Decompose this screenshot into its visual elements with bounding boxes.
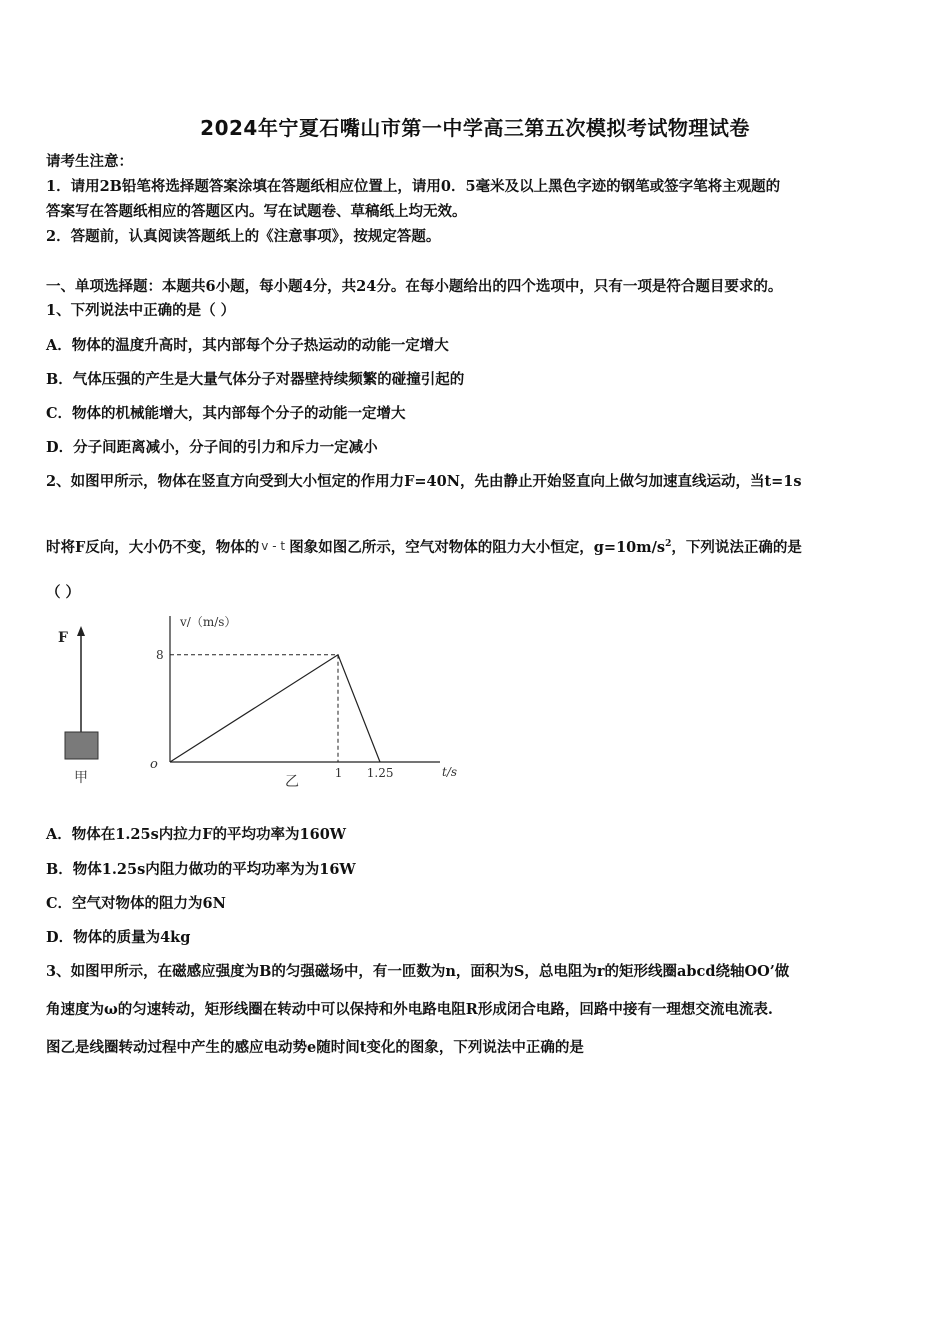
page-title: 2024年宁夏石嘴山市第一中学高三第五次模拟考试物理试卷: [200, 116, 750, 140]
q2-stem-b-sup: 2: [665, 539, 672, 549]
q1-option-a: A．物体的温度升高时，其内部每个分子热运动的动能一定增大: [46, 337, 449, 354]
notice-item-1a: 1．请用2B铅笔将选择题答案涂填在答题纸相应位置上，请用0．5毫米及以上黑色字迹的钢笔或签字笔将主观题的: [46, 178, 781, 195]
q2-option-c: C．空气对物体的阻力为6N: [46, 895, 226, 912]
q2-option-b: B．物体1.25s内阻力做功的平均功率为为16W: [46, 861, 356, 878]
q3-line-2: 角速度为ω的匀速转动，矩形线圈在转动中可以保持和外电路电阻R形成闭合电路，回路中接有一理想交流电流表.: [46, 1001, 773, 1018]
x-tick-label: 1: [334, 766, 343, 780]
q2-stem-a: 2、如图甲所示，物体在竖直方向受到大小恒定的作用力F=40N，先由静止开始竖直向上做匀加速直线运动，当t=1s: [46, 473, 802, 490]
y-axis-label: v/（m/s）: [180, 615, 237, 629]
force-arrow-head: [77, 626, 85, 636]
q2-option-d: D．物体的质量为4kg: [46, 929, 191, 946]
origin-label: o: [150, 757, 158, 772]
q2-stem-b1: 时将F反向，大小仍不变，物体的: [46, 538, 260, 556]
q2-option-a: A．物体在1.25s内拉力F的平均功率为160W: [46, 826, 347, 843]
y-tick-label: 8: [156, 647, 164, 662]
x-axis-label: t/s: [442, 765, 458, 779]
velocity-series-line: [170, 655, 380, 762]
q1-option-c: C．物体的机械能增大，其内部每个分子的动能一定增大: [46, 405, 406, 422]
figure-jia: [52, 620, 112, 790]
notice-heading: 请考生注意：: [46, 153, 133, 170]
q2-stem-b: [46, 534, 802, 558]
notice-item-2: 2．答题前，认真阅读答题纸上的《注意事项》，按规定答题。: [46, 228, 441, 245]
figure-jia-caption: 甲: [74, 770, 88, 786]
q1-option-b: B．气体压强的产生是大量气体分子对器壁持续频繁的碰撞引起的: [46, 371, 465, 388]
vt-symbol: v - t: [261, 538, 286, 553]
block: [65, 732, 98, 759]
q3-line-1: 3、如图甲所示，在磁感应强度为B的匀强磁场中，有一匝数为n，面积为S，总电阻为r的矩形线圈abcd绕轴OO’做: [46, 963, 790, 980]
q1-option-d: D．分子间距离减小，分子间的引力和斥力一定减小: [46, 439, 378, 456]
figure-yi-chart: [140, 604, 470, 794]
section-heading: 一、单项选择题：本题共6小题，每小题4分，共24分。在每小题给出的四个选项中，只有一项是符合题目要求的。: [46, 278, 783, 295]
q2-stem-c: （ ）: [46, 584, 81, 601]
q3-line-3: 图乙是线圈转动过程中产生的感应电动势e随时间t变化的图象，下列说法中正确的是: [46, 1039, 584, 1056]
figure-yi-caption: 乙: [285, 774, 299, 790]
notice-item-1b: 答案写在答题纸相应的答题区内。写在试题卷、草稿纸上均无效。: [46, 203, 467, 220]
q2-stem-b3: ，下列说法正确的是: [671, 538, 802, 556]
force-label: F: [58, 630, 68, 646]
x-tick-label: 1.25: [366, 766, 394, 780]
q2-stem-b2: 图象如图乙所示，空气对物体的阻力大小恒定，g=10m/s: [289, 538, 666, 556]
q1-stem: 1、下列说法中正确的是（ ）: [46, 302, 236, 319]
